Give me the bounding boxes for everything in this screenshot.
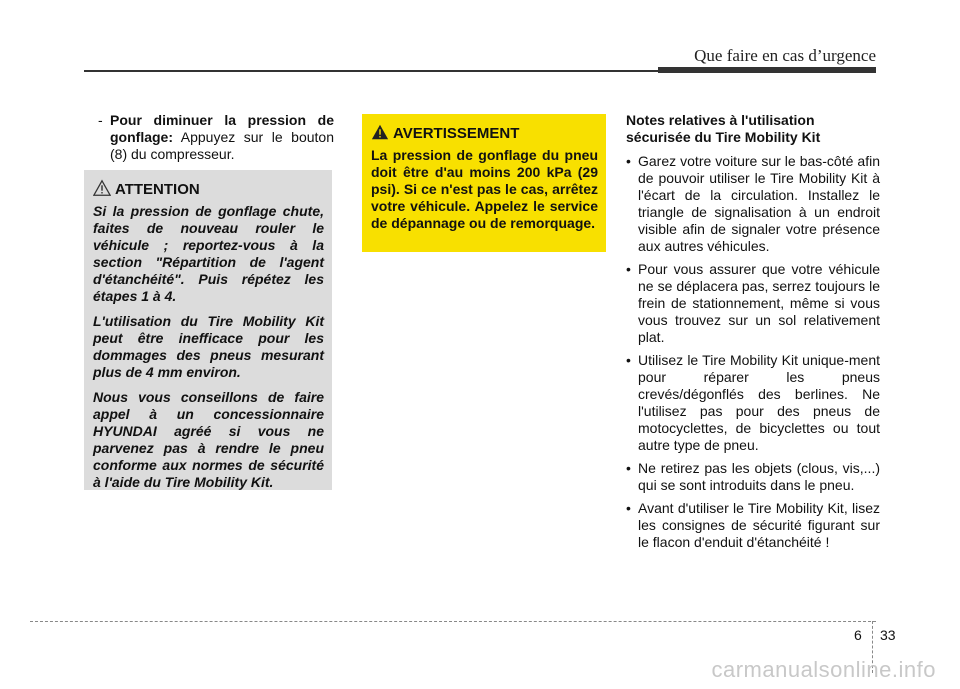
attention-box <box>84 170 332 490</box>
header-title: Que faire en cas d’urgence <box>694 46 876 65</box>
page-number: 33 <box>880 627 896 643</box>
instruction-item <box>98 112 334 163</box>
watermark: carmanualsonline.info <box>711 657 936 682</box>
list-item-text: Ne retirez pas les objets (clous, vis,...) qui se sont introduits dans le pneu. <box>638 460 880 493</box>
bullet-marker: • <box>626 153 631 169</box>
notes-column <box>626 112 880 557</box>
warning-header <box>371 123 598 143</box>
list-item <box>626 460 880 494</box>
warning-title: AVERTISSEMENT <box>393 124 520 142</box>
bullet-marker: • <box>626 352 631 368</box>
list-item-text: Garez votre voiture sur le bas-côté afin de pouvoir utiliser le Tire Mobility Kit à l'écart de la circulation. Installez le triangle de signalisation à un endroit visible afin de signaler votre présence aux autres véhicules. <box>638 153 880 254</box>
bullet-marker: • <box>626 500 631 516</box>
bullet-marker: • <box>626 460 631 476</box>
footer-rule <box>30 621 876 622</box>
left-column <box>98 112 334 163</box>
chapter-number: 6 <box>854 627 862 643</box>
list-item <box>626 153 880 255</box>
list-item <box>626 352 880 454</box>
warning-triangle-outline-icon <box>93 179 111 197</box>
attention-paragraph: Nous vous conseillons de faire appel à un concessionnaire HYUNDAI agréé si vous ne parvenez pas à rendre le pneu conforme aux normes de sécurité à l'aide du Tire Mobility Kit. <box>93 389 324 490</box>
instruction-heading: Pour diminuer la pression de gonflage: <box>110 112 334 145</box>
attention-paragraph: L'utilisation du Tire Mobility Kit peut être inefficace pour les dommages des pneus mesurant plus de 4 mm environ. <box>93 313 324 380</box>
header-rule-accent <box>658 67 876 73</box>
dash-marker: - <box>98 112 103 128</box>
list-item <box>626 261 880 346</box>
warning-box <box>362 114 606 252</box>
bullet-marker: • <box>626 261 631 277</box>
attention-paragraph: Si la pression de gonflage chute, faites de nouveau rouler le véhicule ; reportez-vous à la section "Répartition de l'agent d'étanchéité". Puis répétez les étapes 1 à 4. <box>93 203 324 304</box>
warning-text: La pression de gonflage du pneu doit être d'au moins 200 kPa (29 psi). Si ce n'est pas le cas, arrêtez votre véhicule. Appelez le service de dépannage ou de remorquage. <box>371 147 598 231</box>
list-item-text: Pour vous assurer que votre véhicule ne se déplacera pas, serrez toujours le frein de stationnement, même si vous vous trouvez sur un sol relativement plat. <box>638 261 880 345</box>
notes-title: Notes relatives à l'utilisation sécurisée du Tire Mobility Kit <box>626 112 821 145</box>
list-item-text: Avant d'utiliser le Tire Mobility Kit, lisez les consignes de sécurité figurant sur le flacon d'enduit d'étanchéité ! <box>638 500 880 550</box>
attention-header <box>93 179 324 199</box>
list-item-text: Utilisez le Tire Mobility Kit unique-ment pour réparer les pneus crevés/dégonflés des berlines. Ne l'utilisez pas pour des pneus de motocyclettes, de bicyclettes ou tout autre type de pneu. <box>638 352 880 453</box>
instruction-text: Appuyez sur le bouton (8) du compresseur. <box>110 129 334 162</box>
warning-triangle-icon <box>371 123 389 141</box>
attention-title: ATTENTION <box>115 180 200 198</box>
list-item <box>626 500 880 551</box>
